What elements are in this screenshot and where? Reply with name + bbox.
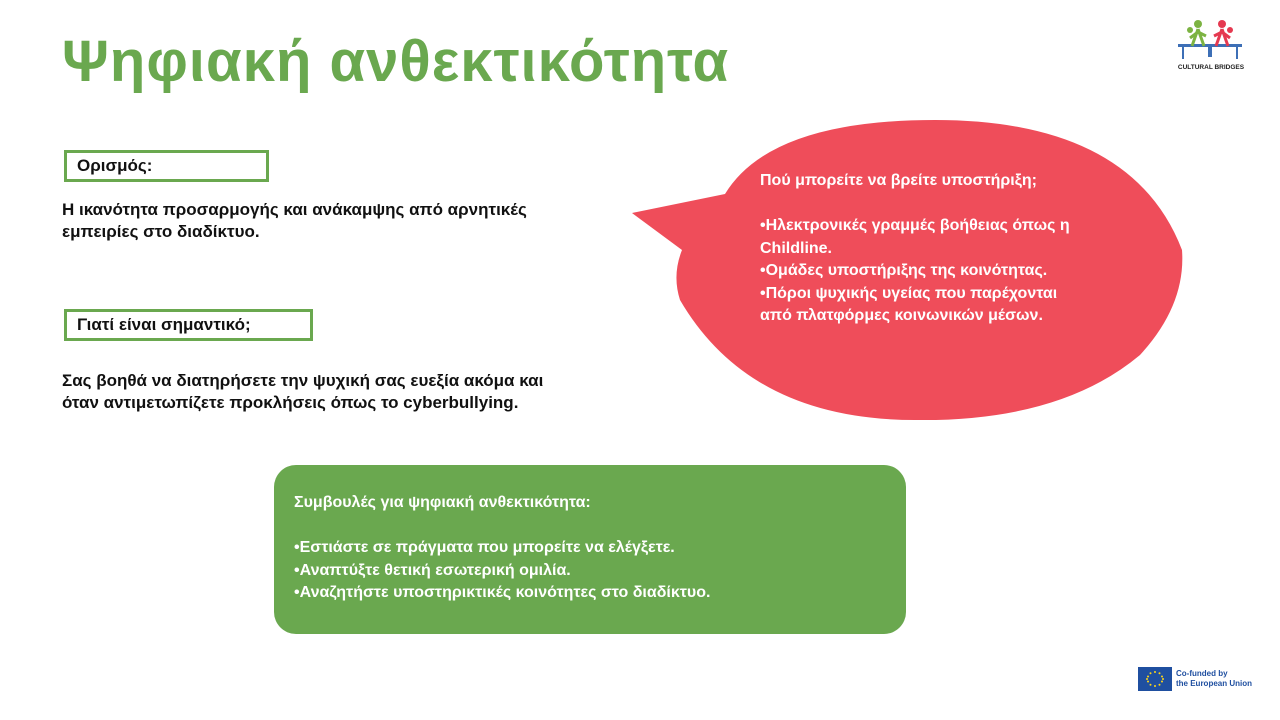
- definition-label: Ορισμός:: [64, 150, 269, 182]
- support-text: [760, 170, 1090, 328]
- tips-item: •Εστιάστε σε πράγματα που μπορείτε να ελέγξετε.: [294, 539, 675, 556]
- importance-label: Γιατί είναι σημαντικό;: [64, 309, 313, 341]
- tips-box: [274, 465, 906, 634]
- eu-text-line2: the European Union: [1176, 679, 1252, 688]
- importance-text: Σας βοηθά να διατηρήσετε την ψυχική σας ευεξία ακόμα και όταν αντιμετωπίζετε προκλήσεις όπως το cyberbullying.: [62, 371, 544, 412]
- tips-heading: Συμβουλές για ψηφιακή ανθεκτικότητα:: [294, 494, 591, 511]
- eu-flag-icon: [1138, 667, 1172, 691]
- definition-text: Η ικανότητα προσαρμογής και ανάκαμψης από αρνητικές εμπειρίες στο διαδίκτυο.: [62, 200, 527, 241]
- logo-text: CULTURAL BRIDGES: [1177, 64, 1245, 71]
- eu-funding-text: [1176, 669, 1252, 689]
- tips-item: •Αναπτύξτε θετική εσωτερική ομιλία.: [294, 561, 571, 579]
- support-item: •Ηλεκτρονικές γραμμές βοήθειας όπως η Childline.: [760, 217, 1070, 257]
- slide-title: Ψηφιακή ανθεκτικότητα: [62, 29, 730, 94]
- support-heading: Πού μπορείτε να βρείτε υποστήριξη;: [760, 172, 1037, 189]
- support-item: •Πόροι ψυχικής υγείας που παρέχονται από πλατφόρμες κοινωνικών μέσων.: [760, 284, 1058, 324]
- support-item: •Ομάδες υποστήριξης της κοινότητας.: [760, 262, 1048, 279]
- eu-text-line1: Co-funded by: [1176, 669, 1228, 678]
- tips-item: •Αναζητήστε υποστηρικτικές κοινότητες στο διαδίκτυο.: [294, 584, 711, 601]
